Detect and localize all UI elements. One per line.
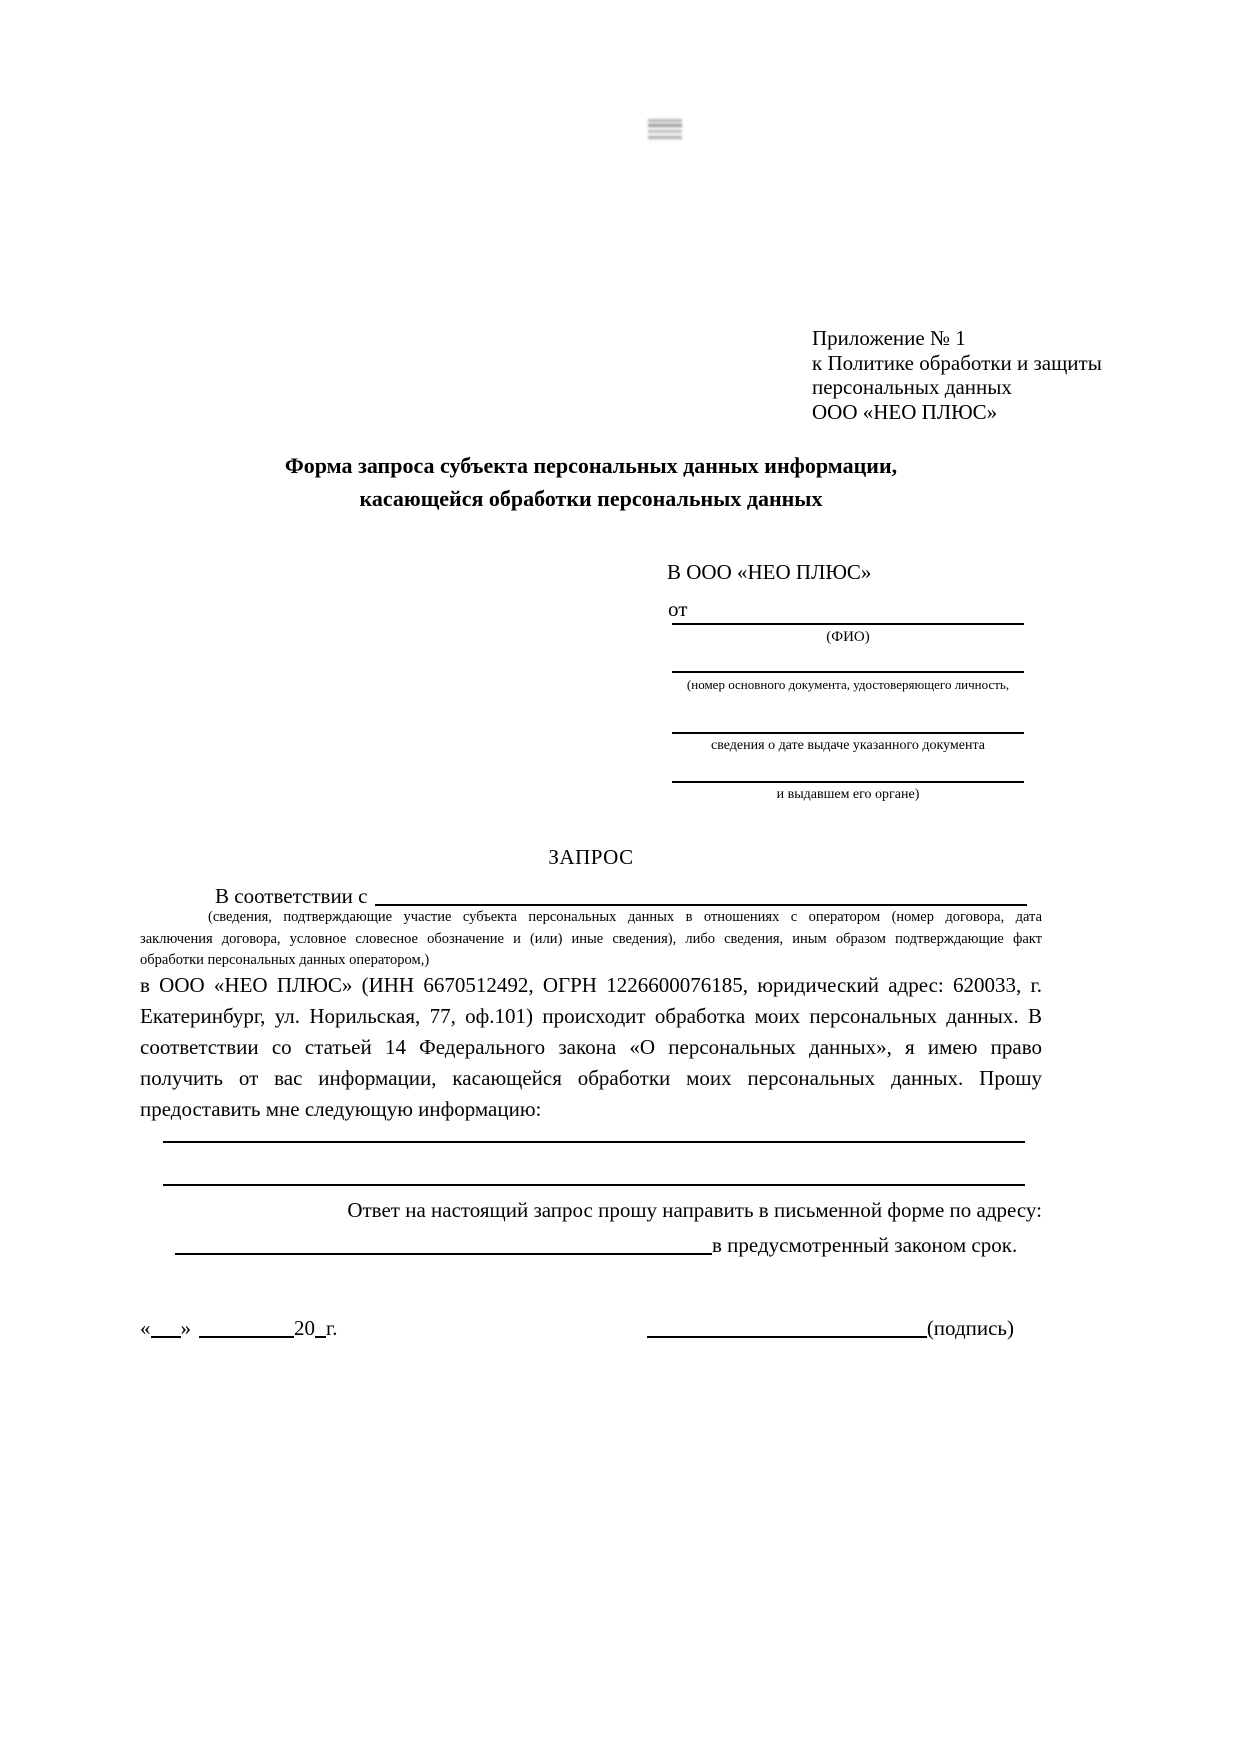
document-date-caption bbox=[672, 738, 1024, 754]
appendix-line: ООО «НЕО ПЛЮС» bbox=[812, 399, 998, 424]
answer-instruction: Ответ на настоящий запрос прошу направить в письменной форме по адресу: bbox=[347, 1198, 1042, 1222]
answer-suffix: в предусмотренный законом срок. bbox=[712, 1233, 1018, 1257]
document-title-line: касающейся обработки персональных данных bbox=[359, 485, 823, 511]
blurred-logo-image bbox=[648, 119, 682, 142]
document-title-line: Форма запроса субъекта персональных данных информации, bbox=[284, 453, 898, 478]
accordance-blank-line bbox=[375, 904, 1028, 906]
fio-caption bbox=[672, 629, 1024, 646]
address-blank-line bbox=[175, 1253, 712, 1255]
address-row bbox=[140, 1233, 1042, 1258]
document-issuer-field-line bbox=[672, 781, 1024, 783]
appendix-line: персональных данных bbox=[812, 375, 1012, 400]
information-blank-line-1 bbox=[163, 1141, 1025, 1143]
document-issuer-caption bbox=[672, 787, 1024, 803]
signature-blank-line bbox=[647, 1334, 927, 1338]
document-number-caption bbox=[672, 677, 1024, 693]
accordance-row bbox=[140, 884, 1042, 909]
document-date-caption-text: сведения о дате выдаче указанного документа bbox=[711, 738, 985, 753]
appendix-line: к Политике обработки и защиты bbox=[812, 350, 1102, 375]
from-label: от bbox=[668, 597, 688, 621]
document-date-field-line bbox=[672, 732, 1024, 734]
accordance-prefix: В соответствии с bbox=[215, 884, 368, 908]
document-number-field-line bbox=[672, 671, 1024, 673]
appendix-line: Приложение № 1 bbox=[812, 326, 966, 350]
fio-field-line bbox=[672, 623, 1024, 625]
fio-caption-text: (ФИО) bbox=[826, 629, 870, 645]
information-blank-line-2 bbox=[163, 1184, 1025, 1186]
body-paragraph: в ООО «НЕО ПЛЮС» (ИНН 6670512492, ОГРН 1226600076185, юридический адрес: 620033, г. Екатеринбург, ул. Норильская, 77, оф.101) происходит обработка моих персональных данных. В соответствии со статьей 14 Федерального закона «О персональных данных», я имею право получить от вас информации, касающейся обработки моих персональных данных. Прошу предоставить мне следующую информацию: bbox=[140, 973, 1042, 1121]
fine-print-line: (сведения, подтверждающие участие субъекта персональных данных в отношениях с оператором (номер договора, дата bbox=[208, 909, 1042, 925]
signature-field bbox=[647, 1316, 1014, 1341]
recipient-organization: В ООО «НЕО ПЛЮС» bbox=[667, 560, 872, 584]
document-number-caption-text: (номер основного документа, удостоверяющего личность, bbox=[686, 677, 1010, 692]
signature-caption: (подпись) bbox=[926, 1316, 1014, 1340]
date-month-blank-line bbox=[199, 1334, 294, 1338]
year-suffix: г. bbox=[326, 1316, 338, 1340]
open-quote: « bbox=[140, 1316, 151, 1340]
document-title bbox=[140, 450, 1042, 515]
appendix-block bbox=[812, 326, 1102, 424]
fine-print-line: обработки персональных данных оператором,) bbox=[140, 952, 430, 968]
signature-date-row bbox=[140, 1316, 1042, 1341]
fine-print-note bbox=[140, 907, 1042, 972]
date-day-blank-line bbox=[151, 1334, 181, 1338]
close-quote: » bbox=[180, 1316, 191, 1340]
request-heading: ЗАПРОС bbox=[548, 845, 634, 869]
date-year-blank-line bbox=[315, 1334, 326, 1338]
date-field bbox=[140, 1316, 338, 1341]
fine-print-line: заключения договора, условное словесное обозначение и (или) иные сведения), либо сведения, иным образом подтверждающие факт bbox=[140, 930, 1042, 947]
year-prefix: 20 bbox=[294, 1316, 315, 1340]
document-issuer-caption-text: и выдавшем его органе) bbox=[776, 787, 920, 802]
